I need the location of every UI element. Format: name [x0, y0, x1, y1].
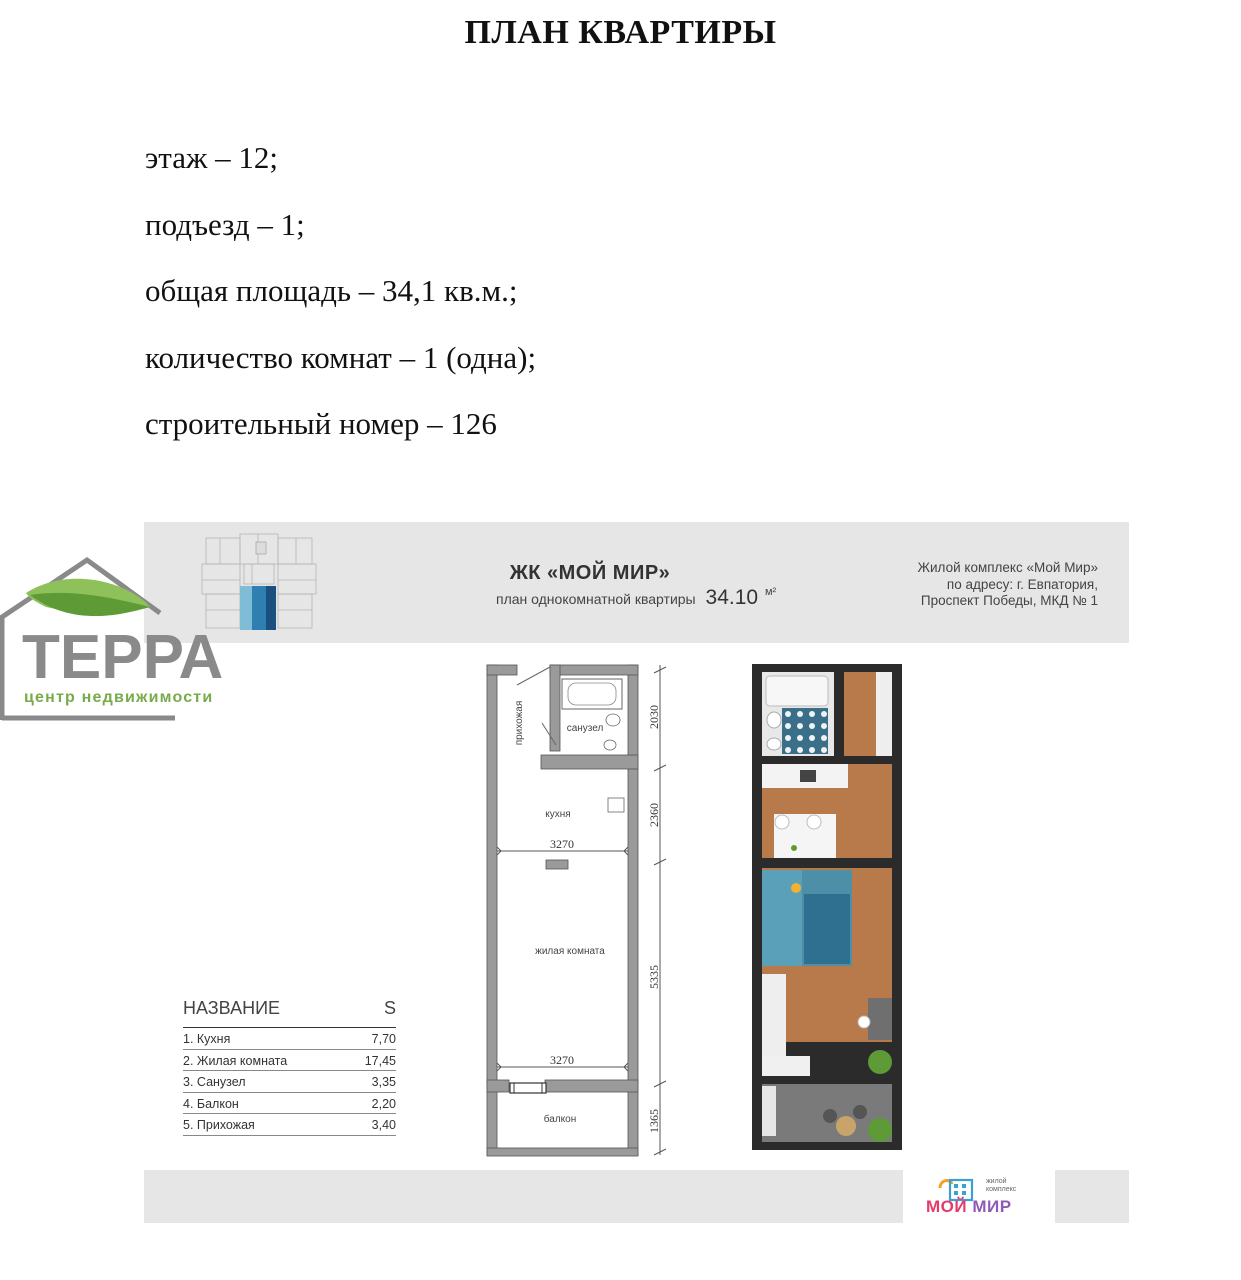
spec-entrance: подъезд – 1;	[145, 206, 305, 242]
room-label-kitchen: кухня	[545, 809, 571, 820]
apartment-3d-render	[752, 664, 902, 1150]
dimension-width-top: 3270	[550, 837, 574, 851]
dimension-width-bottom: 3270	[550, 1053, 574, 1067]
table-row	[183, 1051, 396, 1072]
spec-floor: этаж – 12;	[145, 140, 279, 175]
header-name: НАЗВАНИЕ	[183, 998, 281, 1018]
room-name: 2. Жилая комната	[183, 1053, 288, 1068]
moimir-logo-caption	[986, 1178, 1016, 1194]
apartment-specs	[145, 138, 536, 471]
address-line: Проспект Победы, МКД № 1	[920, 593, 1098, 608]
plan-subtitle	[496, 586, 776, 610]
room-label-bathroom: санузел	[566, 723, 604, 734]
table-row	[183, 1029, 396, 1050]
room-label-balcony: балкон	[543, 1114, 577, 1125]
address-line: по адресу: г. Евпатория,	[946, 576, 1098, 592]
room-name: 5. Прихожая	[183, 1118, 255, 1132]
terra-logo-wordmark: ТЕРРА	[22, 623, 224, 692]
room-area: 17,45	[364, 1053, 396, 1068]
area-unit: м²	[764, 586, 777, 598]
moimir-caption-line: жилой	[986, 1178, 1007, 1185]
dimension-5335: 5335	[647, 965, 661, 989]
room-name: 1. Кухня	[183, 1032, 231, 1046]
room-area: 7,70	[371, 1032, 396, 1046]
room-label-hall: прихожая	[514, 700, 525, 746]
dimension-1365: 1365	[647, 1109, 661, 1133]
room-area: 2,20	[371, 1096, 396, 1111]
room-area: 3,40	[371, 1118, 396, 1132]
moimir-word-1: МОЙ	[926, 1197, 968, 1216]
moimir-caption-line: комплекс	[986, 1186, 1017, 1193]
room-area-table	[183, 998, 396, 1136]
address-line: Жилой комплекс «Мой Мир»	[917, 560, 1098, 575]
moimir-word-2: МИР	[972, 1197, 1012, 1216]
area-value: 34.10	[705, 586, 759, 609]
plan-label: план однокомнатной квартиры	[496, 591, 696, 607]
terra-logo-subtitle: центр недвижимости	[24, 689, 214, 706]
page-title: ПЛАН КВАРТИРЫ	[464, 14, 777, 51]
floor-plan-drawing	[470, 655, 680, 1160]
moimir-logo-wordmark	[926, 1197, 1012, 1217]
table-header	[183, 998, 396, 1028]
footer-bar	[1055, 1170, 1129, 1223]
dimension-2030: 2030	[647, 705, 661, 729]
table-row	[183, 1072, 396, 1093]
room-name: 4. Балкон	[183, 1096, 239, 1111]
room-name: 3. Санузел	[183, 1075, 246, 1089]
dimension-2360: 2360	[647, 803, 661, 827]
spec-rooms: количество комнат – 1 (одна);	[145, 339, 537, 375]
spec-total-area: общая площадь – 34,1 кв.м.;	[145, 273, 518, 308]
complex-title: ЖК «МОЙ МИР»	[509, 562, 671, 584]
complex-address	[870, 560, 1098, 610]
header-area: S	[383, 998, 396, 1018]
table-row	[183, 1115, 396, 1136]
table-row	[183, 1094, 396, 1115]
spec-build-number: строительный номер – 126	[145, 406, 497, 441]
footer-bar	[144, 1170, 903, 1223]
room-label-living: жилая комната	[535, 946, 605, 957]
room-area: 3,35	[371, 1075, 396, 1089]
